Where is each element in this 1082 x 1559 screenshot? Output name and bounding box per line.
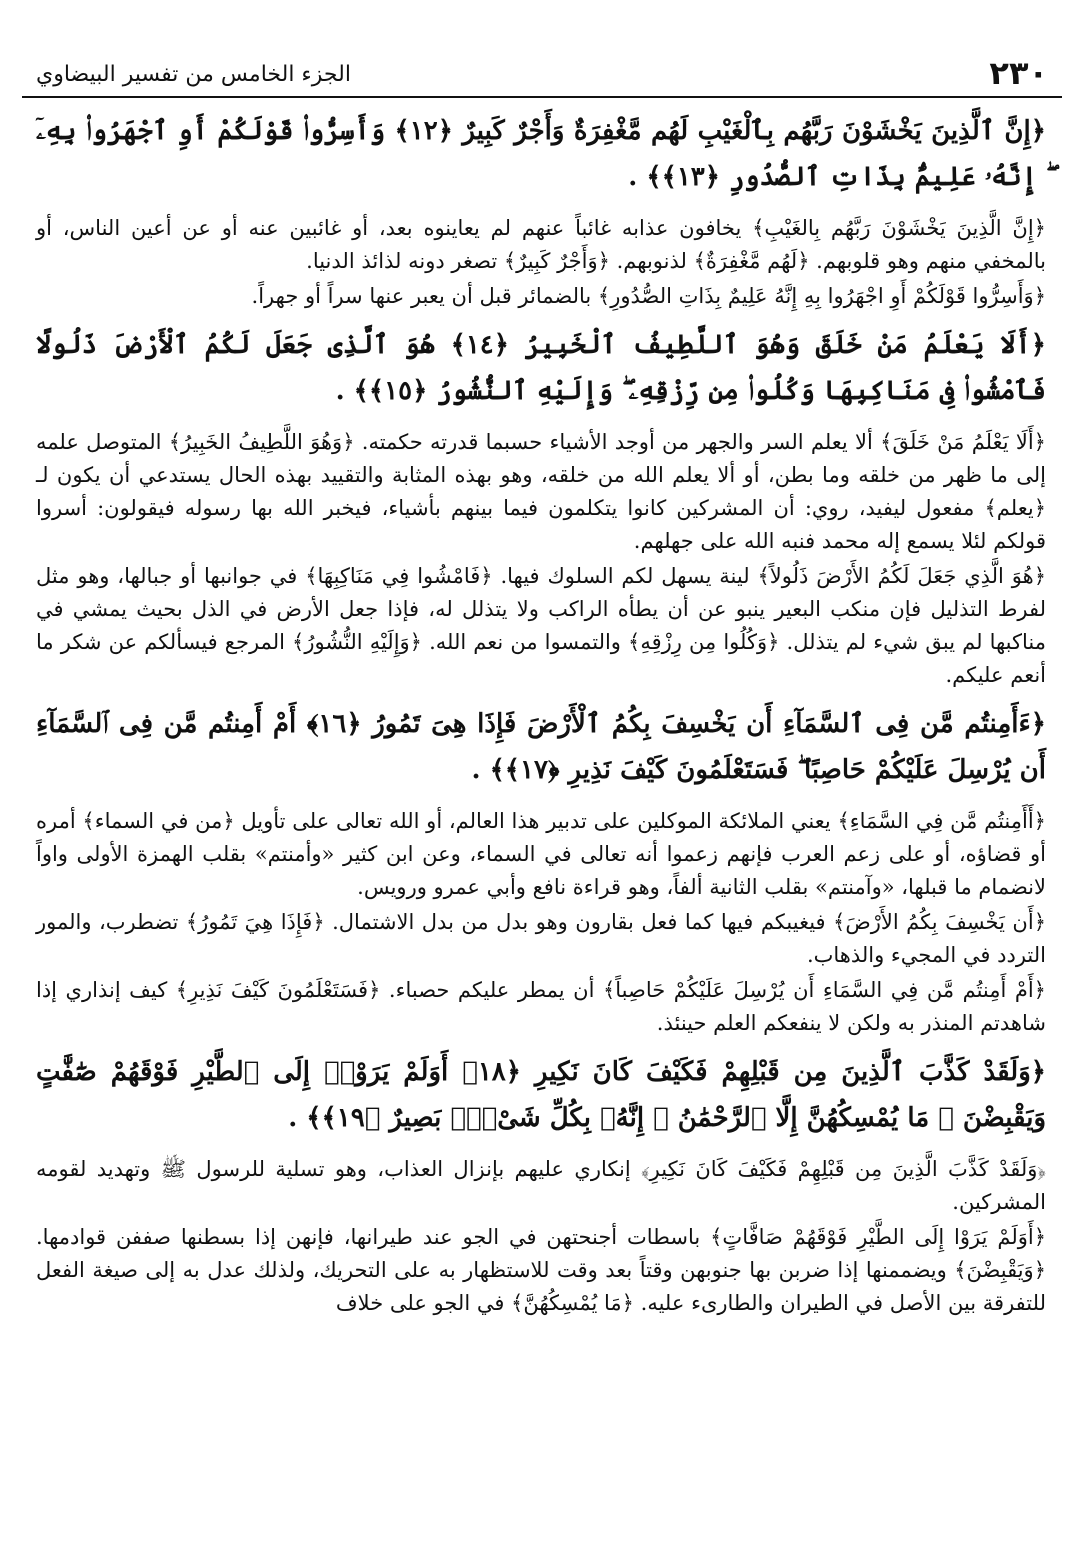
commentary-paragraph: ﴿أَن يَخْسِفَ بِكُمُ الأَرْضَ﴾ فيغيبكم فيها كما فعل بقارون وهو بدل من بدل الاشتمال. ﴿فَإِذَا هِيَ تَمُورُ﴾ تضطرب، والمور التردد في المجيء والذهاب. (36, 910, 1046, 967)
commentary-block (36, 1153, 1046, 1320)
commentary-paragraph: ﴿أَوَلَمْ يَرَوْا إِلَى الطَّيْرِ فَوْقَهُمْ صَافَّاتٍ﴾ باسطات أجنحتهن في الجو عند طيرانها، فإنهن إذا بسطنها صففن قوادمها. ﴿وَيَقْبِضْنَ﴾ ويضممنها إذا ضربن بها جنوبهن وقتاً بعد وقت للاستظهار به على التحريك، ولذلك عدل به إلى صيغة الفعل للتفرقة بين الأصل في الطيران والطارىء عليه. ﴿مَا يُمْسِكُهُنَّ﴾ في الجو على خلاف (36, 1225, 1046, 1315)
commentary-paragraph: ﴿إِنَّ الَّذِينَ يَخْشَوْنَ رَبَّهُم بِالغَيْبِ﴾ يخافون عذابه غائباً عنهم لم يعاينوه بعد، أو غائبين عنه أو عن أعين الناس، أو بالمخفي منهم وهو قلوبهم. ﴿لَهُم مَّغْفِرَةٌ﴾ لذنوبهم. ﴿وَأَجْرٌ كَبِيرٌ﴾ تصغر دونه لذائذ الدنيا. (36, 216, 1046, 273)
quran-verse-block (36, 701, 1046, 793)
verse-text: ﴿وَلَقَدْ كَذَّبَ ٱلَّذِينَ مِن قَبْلِهِمْ فَكَيْفَ كَانَ نَكِيرِ ﴿١٨﴾ أَوَلَمْ يَرَوْا۟ إِلَى ٱلطَّيْرِ فَوْقَهُمْ صَٰٓفَّٰتٍ وَيَقْبِضْنَ ۚ مَا يُمْسِكُهُنَّ إِلَّا ٱلرَّحْمَٰنُ ۚ إِنَّهُۥ بِكُلِّ شَىْءٍۭ بَصِيرٌ ﴿١٩﴾﴾ . (36, 1057, 1046, 1133)
commentary-paragraph: ﴿أَمْ أَمِنتُم مَّن فِي السَّمَاءِ أَن يُرْسِلَ عَلَيْكُمْ حَاصِباً﴾ أن يمطر عليكم حصباء. ﴿فَسَتَعْلَمُونَ كَيْفَ نَذِيرِ﴾ كيف إنذاري إذا شاهدتم المنذر به ولكن لا ينفعكم العلم حينئذ. (36, 978, 1046, 1035)
commentary-block (36, 212, 1046, 313)
commentary-paragraph: ﴿وَأَسِرُّوا قَوْلَكُمْ أَوِ اجْهَرُوا بِهِ إِنَّهُ عَلِيمٌ بِذَاتِ الصُّدُورِ﴾ بالضمائر قبل أن يعبر عنها سراً أو جهراً. (251, 284, 1046, 308)
page-header (22, 52, 1062, 98)
verse-text: ﴿ءَأَمِنتُم مَّن فِى ٱلسَّمَآءِ أَن يَخْسِفَ بِكُمُ ٱلْأَرْضَ فَإِذَا هِىَ تَمُورُ ﴿١٦﴾ أَمْ أَمِنتُم مَّن فِى ٱلسَّمَآءِ أَن يُرْسِلَ عَلَيْكُمْ حَاصِبًا ۖ فَسَتَعْلَمُونَ كَيْفَ نَذِيرِ ﴿١٧﴾﴾ . (36, 709, 1046, 785)
running-title: الجزء الخامس من تفسير البيضاوي (36, 62, 351, 87)
commentary-paragraph: ﴿وَلَقَدْ كَذَّبَ الَّذِينَ مِن قَبْلِهِمْ فَكَيْفَ كَانَ نَكِيرِ﴾ إنكاري عليهم بإنزال العذاب، وهو تسلية للرسول ﷺ وتهديد لقومه المشركين. (36, 1157, 1046, 1214)
commentary-block (36, 805, 1046, 1040)
commentary-block (36, 426, 1046, 692)
page-number: ٢٣٠ (989, 54, 1048, 92)
quran-verse-block (36, 108, 1046, 200)
commentary-paragraph: ﴿هُوَ الَّذِي جَعَلَ لَكُمُ الأَرْضَ ذَلُولاً﴾ لينة يسهل لكم السلوك فيها. ﴿فَامْشُوا فِي مَنَاكِبِهَا﴾ في جوانبها أو جبالها، وهو مثل لفرط التذليل فإن منكب البعير ينبو عن أن يطأه الراكب ولا يتذلل له، فإذا جعل الأرض في الذل بحيث يمشي في مناكبها لم يبق شيء لم يتذلل. ﴿وَكُلُوا مِن رِزْقِهِ﴾ والتمسوا من نعم الله. ﴿وَإِلَيْهِ النُّشُورُ﴾ المرجع فيسألكم عن شكر ما أنعم عليكم. (36, 564, 1046, 687)
verse-text: ﴿إِنَّ ٱلَّذِينَ يَخْشَوْنَ رَبَّهُم بِٱلْغَيْبِ لَهُم مَّغْفِرَةٌ وَأَجْرٌ كَبِيرٌ ﴿١٢﴾ وَأَسِرُّوا۟ قَوْلَكُمْ أَوِ ٱجْهَرُوا۟ بِهِۦٓ ۖ إِنَّهُۥ عَلِيمٌۢ بِذَاتِ ٱلصُّدُورِ ﴿١٣﴾﴾ . (36, 116, 1046, 192)
page-content (36, 108, 1046, 1329)
quran-verse-block (36, 1049, 1046, 1141)
commentary-paragraph: ﴿أَأَمِنتُم مَّن فِي السَّمَاءِ﴾ يعني الملائكة الموكلين على تدبير هذا العالم، أو الله تعالى على تأويل ﴿من في السماء﴾ أمره أو قضاؤه، أو على زعم العرب فإنهم زعموا أنه تعالى في السماء، وعن ابن كثير «وأمنتم» بقلب الهمزة الأولى واواً لانضمام ما قبلها، «وآمنتم» بقلب الثانية ألفاً، وهو قراءة نافع وأبي عمرو ورويس. (36, 809, 1046, 899)
quran-verse-block (36, 322, 1046, 414)
verse-text: ﴿أَلَا يَعْلَمُ مَنْ خَلَقَ وَهُوَ ٱللَّطِيفُ ٱلْخَبِيرُ ﴿١٤﴾ هُوَ ٱلَّذِى جَعَلَ لَكُمُ ٱلْأَرْضَ ذَلُولًا فَٱمْشُوا۟ فِى مَنَاكِبِهَا وَكُلُوا۟ مِن رِّزْقِهِۦ ۖ وَإِلَيْهِ ٱلنُّشُورُ ﴿١٥﴾﴾ . (36, 330, 1046, 406)
commentary-paragraph: ﴿أَلَا يَعْلَمُ مَنْ خَلَقَ﴾ ألا يعلم السر والجهر من أوجد الأشياء حسبما قدرته حكمته. ﴿وَهُوَ اللَّطِيفُ الخَبِيرُ﴾ المتوصل علمه إلى ما ظهر من خلقه وما بطن، أو ألا يعلم الله من خلقه، وهو بهذه المثابة والتقييد بهذه الحال يستدعي أن يكون لـ ﴿يعلم﴾ مفعول ليفيد، روي: أن المشركين كانوا يتكلمون فيما بينهم بأشياء، فيخبر الله بها رسوله فيقولون: أسروا قولكم لئلا يسمع إله محمد فنبه الله على جهلهم. (36, 430, 1046, 553)
